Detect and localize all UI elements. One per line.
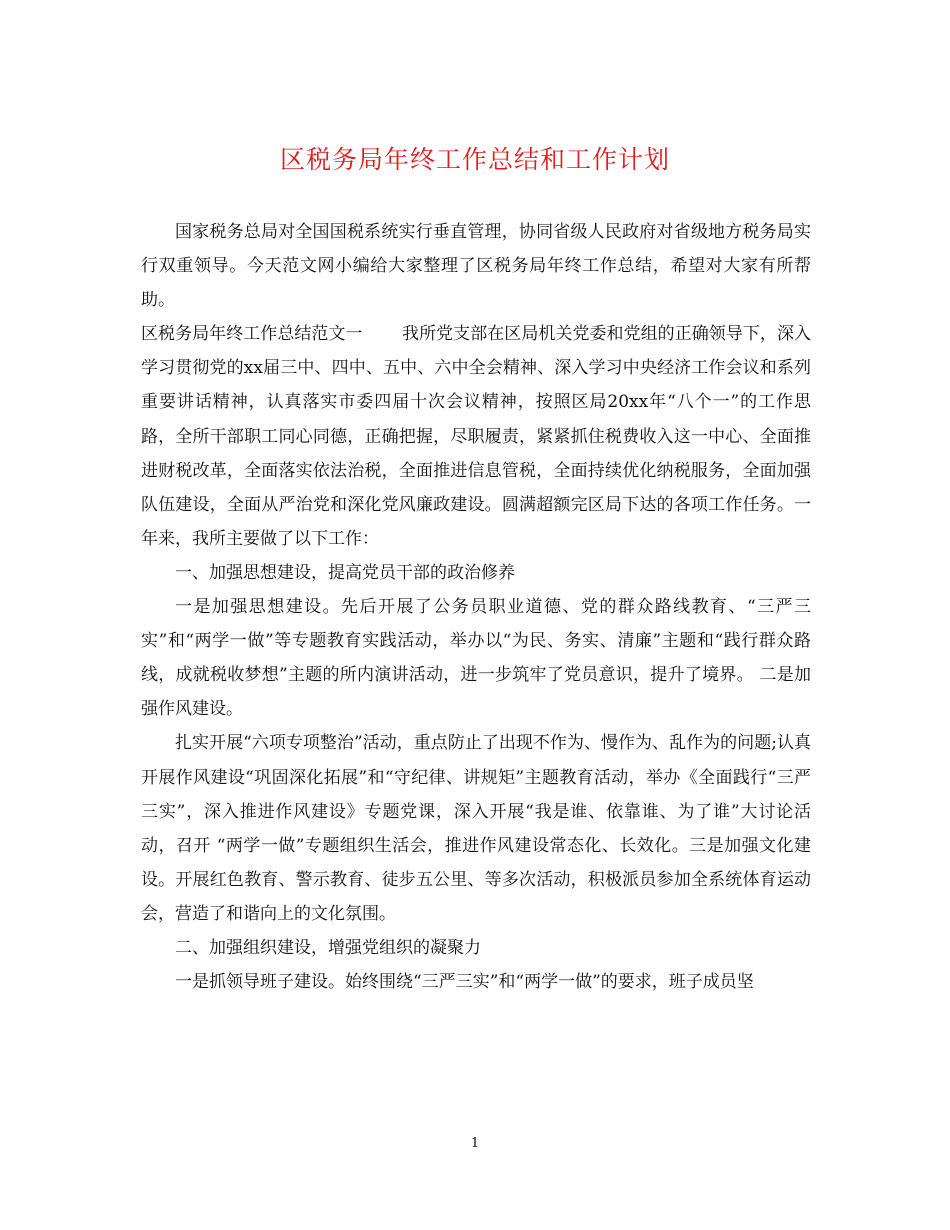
section-heading-two: 二、加强组织建设，增强党组织的凝聚力 bbox=[175, 937, 481, 958]
body-paragraph: 一是加强思想建设。先后开展了公务员职业道德、党的群众路线教育、“三严三实”和“两学一做”等专题教育实践活动，举办以“为民、务实、清廉”主题和“践行群众路线，成就税收梦想”主题的所内演讲活动，进一步筑牢了党员意识，提升了境界。 二是加强作风建设。 bbox=[141, 597, 811, 720]
document-title: 区税务局年终工作总结和工作计划 bbox=[279, 145, 670, 174]
sample-one-paragraph: 区税务局年终工作总结范文一 我所党支部在区局机关党委和党组的正确领导下，深入学习贯彻党的xx届三中、四中、五中、六中全会精神、深入学习中央经济工作会议和系列重要讲话精神，认真落实市委四届十次会议精神，按照区局20xx年“八个一”的工作思路，全所干部职工同心同德，正确把握，尽职履责，紧紧抓住税费收入这一中心、全面推进财税改革，全面落实依法治税，全面推进信息管税，全面持续优化纳税服务，全面加强队伍建设，全面从严治党和深化党风廉政建设。圆满超额完区局下达的各项工作任务。一年来，我所主要做了以下工作： bbox=[141, 324, 811, 549]
section-heading-one: 一、加强思想建设，提高党员干部的政治修养 bbox=[175, 562, 515, 583]
intro-paragraph: 国家税务总局对全国国税系统实行垂直管理，协同省级人民政府对省级地方税务局实行双重领导。今天范文网小编给大家整理了区税务局年终工作总结，希望对大家有所帮助。 bbox=[141, 222, 811, 311]
page-number: 1 bbox=[470, 1136, 480, 1151]
body-paragraph: 一是抓领导班子建设。始终围绕“三严三实”和“两学一做”的要求，班子成员坚 bbox=[175, 972, 754, 993]
body-paragraph: 扎实开展“六项专项整治”活动，重点防止了出现不作为、慢作为、乱作为的问题;认真开展作风建设“巩固深化拓展”和“守纪律、讲规矩”主题教育活动，举办《全面践行“三严三实”，深入推进作风建设》专题党课，深入开展“我是谁、依靠谁、为了谁”大讨论活动，召开 “两学一做”专题组织生活会，推进作风建设常态化、长效化。三是加强文化建设。开展红色教育、警示教育、徒步五公里、等多次活动，积极派员参加全系统体育运动会，营造了和谐向上的文化氛围。 bbox=[141, 733, 811, 924]
document-body bbox=[141, 215, 811, 999]
